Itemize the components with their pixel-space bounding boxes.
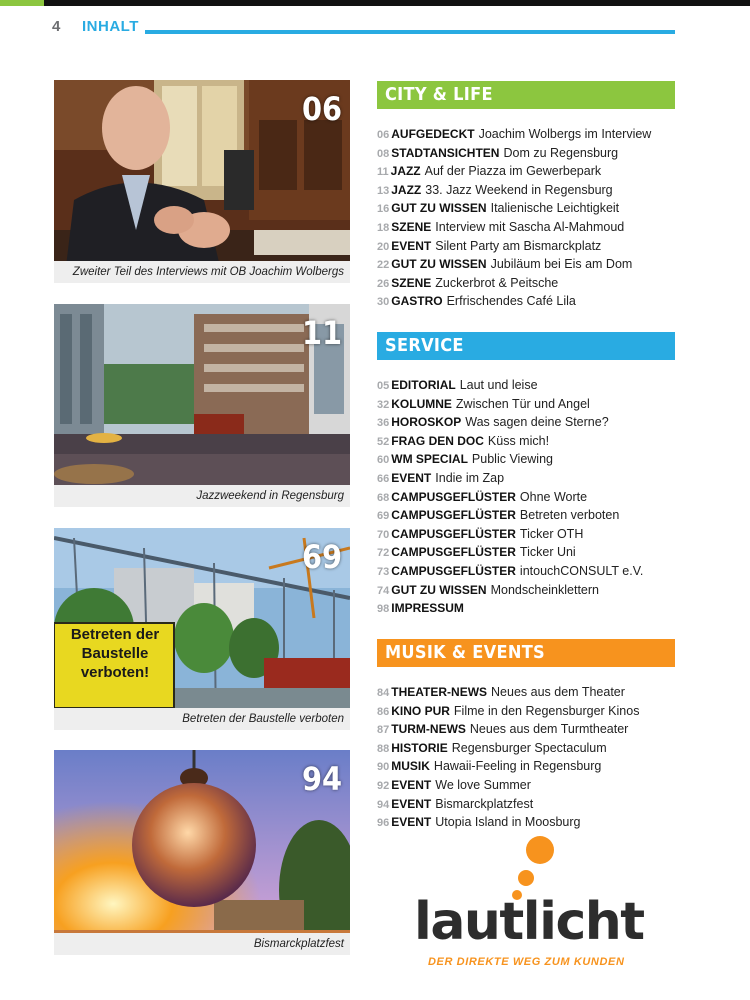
entry-title: Indie im Zap <box>435 470 505 485</box>
entry-page: 94 <box>377 798 390 811</box>
top-bar-accent <box>0 0 44 6</box>
entry-keyword: SZENE <box>391 275 432 290</box>
entry-title: Filme in den Regensburger Kinos <box>453 703 640 718</box>
entry-page: 86 <box>377 705 390 718</box>
toc-entry[interactable] <box>377 562 675 581</box>
entry-page: 32 <box>377 398 390 411</box>
entry-title: Jubiläum bei Eis am Dom <box>490 257 633 272</box>
section-musik-events <box>377 639 675 832</box>
entry-page: 16 <box>377 203 390 216</box>
entry-title: Neues aus dem Theater <box>491 685 625 699</box>
toc-entry[interactable] <box>377 162 675 181</box>
photo-jazz <box>54 304 350 507</box>
entry-page: 36 <box>377 417 390 430</box>
lautlicht-logo <box>412 836 642 976</box>
sign-text: Betreten der Baustelle verboten! <box>70 626 160 681</box>
entry-title: Utopia Island in Moosburg <box>435 815 581 830</box>
entry-page: 26 <box>377 277 390 290</box>
top-bar <box>0 0 750 6</box>
photo-construction <box>54 528 350 730</box>
entry-page: 05 <box>377 380 390 392</box>
entry-page: 98 <box>377 603 390 616</box>
entry-keyword: CAMPUSGEFLÜSTER <box>391 563 516 578</box>
entry-title: Regensburger Spectaculum <box>451 740 607 755</box>
entry-list <box>377 376 675 618</box>
entry-keyword: CAMPUSGEFLÜSTER <box>391 526 516 541</box>
entry-page: 20 <box>377 240 390 253</box>
toc-entry[interactable] <box>377 776 675 795</box>
toc-entry[interactable] <box>377 506 675 525</box>
toc-entry[interactable] <box>377 413 675 432</box>
toc-entry[interactable] <box>377 274 675 293</box>
toc-entry[interactable] <box>377 181 675 200</box>
entry-keyword: CAMPUSGEFLÜSTER <box>391 489 516 504</box>
toc-entry[interactable] <box>377 376 675 395</box>
entry-title: Ohne Worte <box>519 489 588 504</box>
photo-interview <box>54 80 350 283</box>
entry-keyword: EVENT <box>391 238 432 253</box>
entry-title: intouchCONSULT e.V. <box>519 563 644 578</box>
entry-title: Was sagen deine Sterne? <box>465 415 609 430</box>
entry-title: Joachim Wolbergs im Interview <box>478 127 652 141</box>
entry-page: 22 <box>377 259 390 272</box>
toc-entry[interactable] <box>377 720 675 739</box>
toc-entry[interactable] <box>377 144 675 163</box>
photo-page-number: 69 <box>301 538 342 576</box>
entry-keyword: EDITORIAL <box>391 378 456 392</box>
entry-keyword: CAMPUSGEFLÜSTER <box>391 545 516 560</box>
entry-title: Silent Party am Bismarckplatz <box>435 238 602 253</box>
entry-title: Bismarckplatzfest <box>435 796 534 811</box>
logo-dot-medium <box>518 870 534 886</box>
section-service <box>377 332 675 618</box>
entry-keyword: WM SPECIAL <box>391 452 468 467</box>
logo-wordmark: lautlicht <box>414 892 644 952</box>
entry-title: Erfrischendes Café Lila <box>446 294 576 309</box>
entry-keyword: EVENT <box>391 777 432 792</box>
entry-keyword: GUT ZU WISSEN <box>391 582 487 597</box>
toc-entry[interactable] <box>377 757 675 776</box>
entry-title: Dom zu Regensburg <box>503 145 619 160</box>
toc-entry[interactable] <box>377 255 675 274</box>
entry-title: Interview mit Sascha Al-Mahmoud <box>435 219 625 234</box>
entry-keyword: HISTORIE <box>391 740 448 755</box>
entry-title: Neues aus dem Turmtheater <box>469 722 629 737</box>
entry-page: 90 <box>377 761 390 774</box>
entry-title: 33. Jazz Weekend in Regensburg <box>425 182 613 197</box>
entry-keyword: CAMPUSGEFLÜSTER <box>391 508 516 523</box>
entry-keyword: HOROSKOP <box>391 415 462 430</box>
entry-page: 92 <box>377 779 390 792</box>
entry-keyword: KOLUMNE <box>391 396 452 411</box>
entry-title: Laut und leise <box>459 378 538 392</box>
entry-page: 69 <box>377 510 390 523</box>
logo-tagline: DER DIREKTE WEG ZUM KUNDEN <box>428 956 625 968</box>
entry-page: 84 <box>377 687 390 699</box>
toc-entry[interactable] <box>377 543 675 562</box>
entry-page: 60 <box>377 454 390 467</box>
entry-title: Küss mich! <box>487 433 550 448</box>
toc-entry[interactable] <box>377 432 675 451</box>
entry-page: 96 <box>377 817 390 830</box>
entry-title: Zuckerbrot & Peitsche <box>435 275 559 290</box>
entry-page: 66 <box>377 472 390 485</box>
entry-page: 87 <box>377 724 390 737</box>
entry-keyword: EVENT <box>391 815 432 830</box>
photo-page-number: 06 <box>301 90 342 128</box>
entry-page: 73 <box>377 565 390 578</box>
entry-keyword: FRAG DEN DOC <box>391 433 484 448</box>
entry-page: 18 <box>377 221 390 234</box>
toc-entry[interactable] <box>377 739 675 758</box>
section-heading: CITY & LIFE <box>377 81 675 109</box>
toc-entry[interactable] <box>377 125 675 144</box>
toc-entry[interactable] <box>377 599 675 618</box>
photo-caption: Zweiter Teil des Interviews mit OB Joachim Wolbergs <box>54 261 350 283</box>
photo-caption: Bismarckplatzfest <box>54 933 350 955</box>
photo-bismarckplatz <box>54 750 350 955</box>
toc-entry[interactable] <box>377 237 675 256</box>
header-rule <box>145 30 675 34</box>
toc-entry[interactable] <box>377 218 675 237</box>
entry-title: Public Viewing <box>471 452 553 467</box>
construction-sign <box>58 625 172 682</box>
entry-keyword: JAZZ <box>390 164 421 179</box>
entry-keyword: SZENE <box>391 219 432 234</box>
entry-title: We love Summer <box>435 777 531 792</box>
page-title: INHALT <box>82 18 139 35</box>
section-city-life <box>377 81 675 311</box>
toc-entry[interactable] <box>377 395 675 414</box>
entry-title: Ticker Uni <box>519 545 576 560</box>
photo-caption: Betreten der Baustelle verboten <box>54 708 350 730</box>
photo-page-number: 94 <box>301 760 342 798</box>
photo-caption: Jazzweekend in Regensburg <box>54 485 350 507</box>
entry-title: Zwischen Tür und Angel <box>455 396 590 411</box>
entry-keyword: MUSIK <box>391 759 430 774</box>
toc-entry[interactable] <box>377 450 675 469</box>
entry-page: 13 <box>377 184 390 197</box>
entry-keyword: GASTRO <box>391 294 443 309</box>
entry-title: Ticker OTH <box>519 526 584 541</box>
entry-title: Betreten verboten <box>519 508 620 523</box>
entry-keyword: KINO PUR <box>391 703 450 718</box>
entry-page: 74 <box>377 584 390 597</box>
entry-page: 72 <box>377 547 390 560</box>
entry-keyword: TURM-NEWS <box>391 722 466 737</box>
entry-page: 11 <box>377 166 389 179</box>
entry-title: Italienische Leichtigkeit <box>490 201 620 216</box>
section-heading: MUSIK & EVENTS <box>377 639 675 667</box>
entry-keyword: STADTANSICHTEN <box>391 145 500 160</box>
entry-list <box>377 683 675 832</box>
entry-page: 08 <box>377 147 390 160</box>
entry-title: Auf der Piazza im Gewerbepark <box>424 164 602 179</box>
entry-list <box>377 125 675 311</box>
toc-entry[interactable] <box>377 581 675 600</box>
toc-entry[interactable] <box>377 795 675 814</box>
toc-entry[interactable] <box>377 813 675 832</box>
entry-keyword: THEATER-NEWS <box>391 685 488 699</box>
entry-keyword: JAZZ <box>391 182 422 197</box>
toc-entry[interactable] <box>377 525 675 544</box>
toc-entry[interactable] <box>377 702 675 721</box>
entry-page: 70 <box>377 528 390 541</box>
entry-keyword: AUFGEDECKT <box>391 127 475 141</box>
entry-page: 30 <box>377 296 390 309</box>
entry-keyword: GUT ZU WISSEN <box>391 201 487 216</box>
toc-entry[interactable] <box>377 488 675 507</box>
logo-dot-large <box>526 836 554 864</box>
page-number: 4 <box>52 18 61 35</box>
entry-page: 06 <box>377 129 390 141</box>
entry-page: 88 <box>377 742 390 755</box>
entry-title: Mondscheinklettern <box>490 582 599 597</box>
photo-page-number: 11 <box>301 314 342 352</box>
entry-keyword: GUT ZU WISSEN <box>391 257 487 272</box>
entry-keyword: EVENT <box>391 470 432 485</box>
entry-page: 52 <box>377 435 390 448</box>
entry-keyword: IMPRESSUM <box>391 601 464 616</box>
toc-entry[interactable] <box>377 292 675 311</box>
section-heading: SERVICE <box>377 332 675 360</box>
entry-title: Hawaii-Feeling in Regensburg <box>433 759 602 774</box>
entry-keyword: EVENT <box>391 796 432 811</box>
toc-entry[interactable] <box>377 199 675 218</box>
entry-page: 68 <box>377 491 390 504</box>
toc-entry[interactable] <box>377 469 675 488</box>
toc-entry[interactable] <box>377 683 675 702</box>
